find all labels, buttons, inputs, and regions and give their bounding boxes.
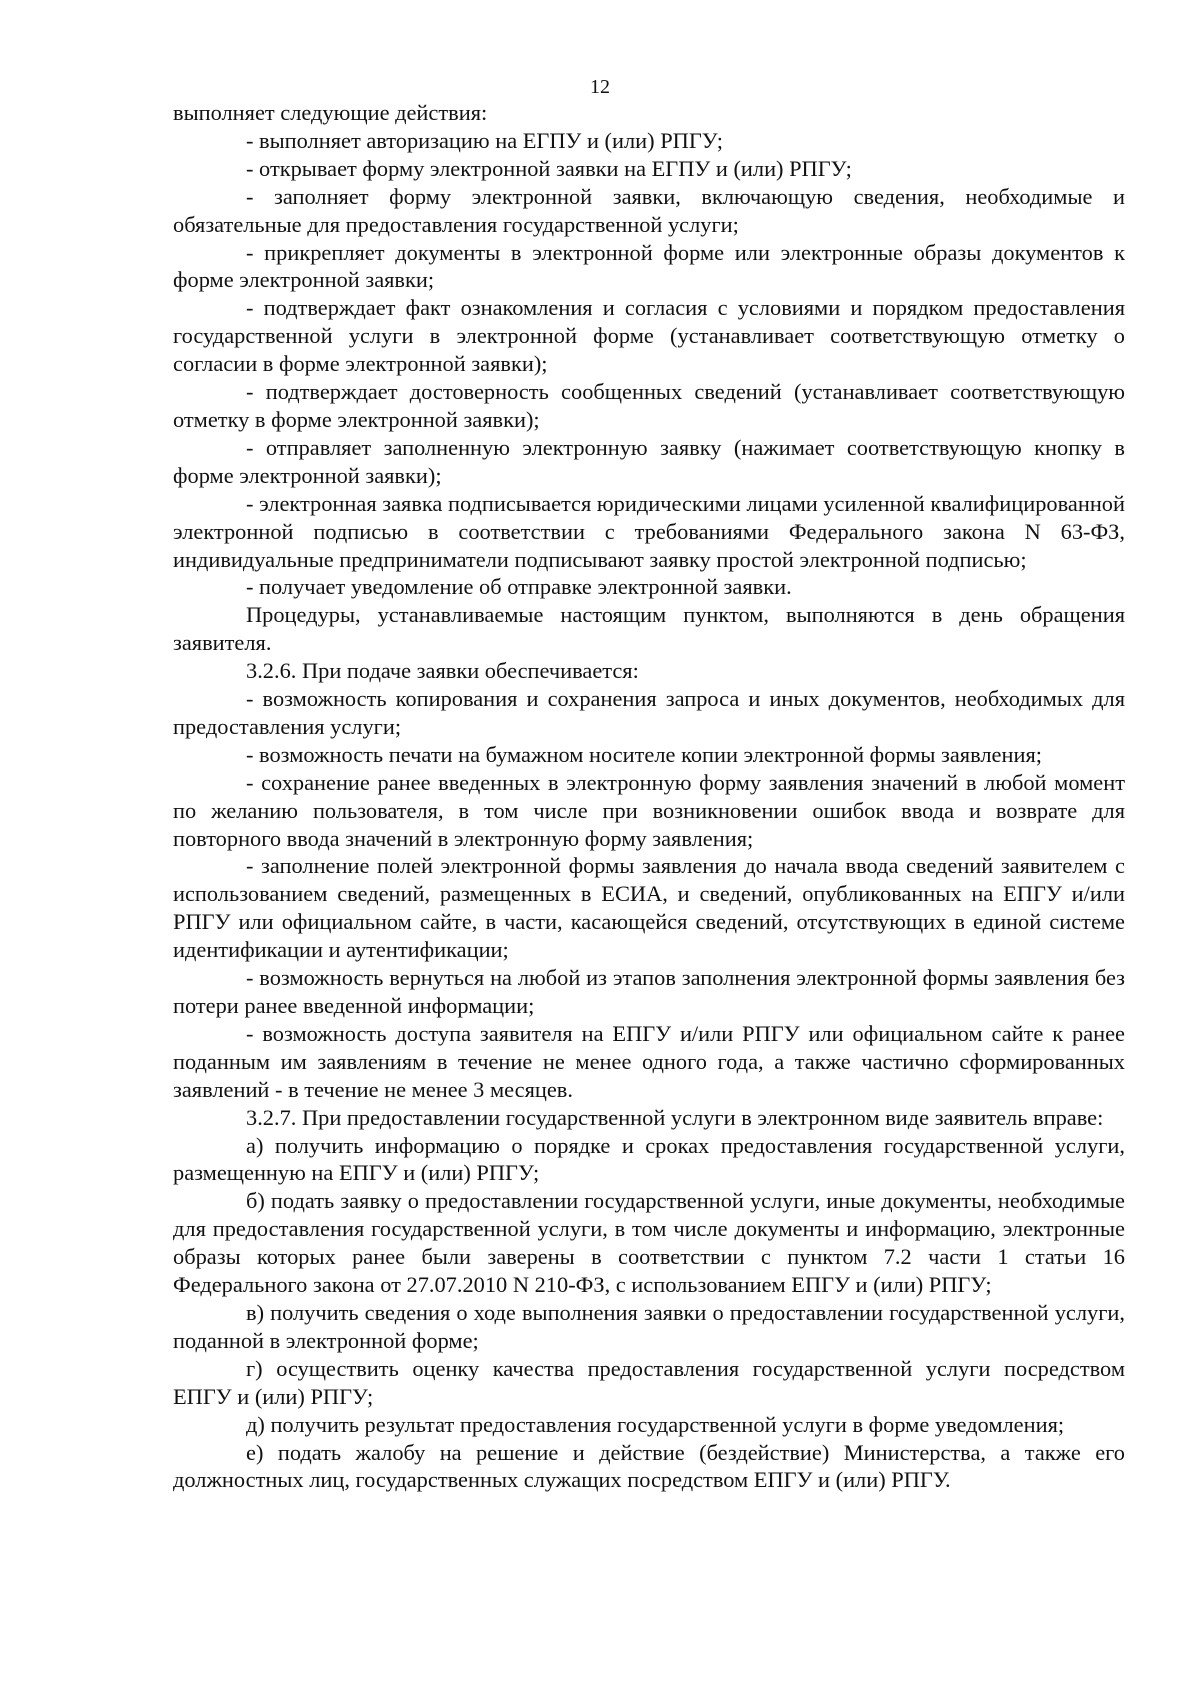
paragraph-5: - прикрепляет документы в электронной форме или электронные образы документов к форме электронной заявки; [173,239,1125,293]
paragraph-9: - электронная заявка подписывается юридическими лицами усиленной квалифицированной электронной подписью в соответствии с требованиями Федерального закона N 63-ФЗ, индивидуальные предприниматели подписывают заявку простой электронной подписью; [173,490,1125,572]
paragraph-1: выполняет следующие действия: [173,100,488,125]
paragraph-12: 3.2.6. При подаче заявки обеспечивается: [246,658,639,684]
paragraph-4: - заполняет форму электронной заявки, включающую сведения, необходимые и обязательные для предоставления государственной услуги; [173,183,1125,237]
paragraph-16: - заполнение полей электронной формы заявления до начала ввода сведений заявителем с использованием сведений, размещенных в ЕСИА, и сведений, опубликованных на ЕПГУ и/или РПГУ или официальном сайте, в части, касающейся сведений, отсутствующих в единой системе идентификации и аутентификации; [173,853,1125,963]
paragraph-8: - отправляет заполненную электронную заявку (нажимает соответствующую кнопку в форме электронной заявки); [173,434,1125,488]
paragraph-18: - возможность доступа заявителя на ЕПГУ и/или РПГУ или официальном сайте к ранее поданным им заявлениям в течение не менее одного года, а также частично сформированных заявлений - в течение не менее 3 месяцев. [173,1020,1125,1102]
paragraph-14: - возможность печати на бумажном носителе копии электронной формы заявления; [246,741,1042,767]
paragraph-20: а) получить информацию о порядке и сроках предоставления государственной услуги, размещенную на ЕПГУ и (или) РПГУ; [173,1132,1125,1186]
paragraph-15: - сохранение ранее введенных в электронную форму заявления значений в любой момент по желанию пользователя, в том числе при возникновении ошибок ввода и возврате для повторного ввода значений в электронную форму заявления; [173,769,1125,851]
paragraph-3: - открывает форму электронной заявки на ЕГПУ и (или) РПГУ; [246,155,852,181]
paragraph-25: е) подать жалобу на решение и действие (бездействие) Министерства, а также его должностных лиц, государственных служащих посредством ЕПГУ и (или) РПГУ. [173,1439,1125,1493]
page-number: 12 [590,76,610,98]
paragraph-11: Процедуры, устанавливаемые настоящим пунктом, выполняются в день обращения заявителя. [173,602,1125,656]
paragraph-17: - возможность вернуться на любой из этапов заполнения электронной формы заявления без потери ранее введенной информации; [173,965,1125,1018]
paragraph-21: б) подать заявку о предоставлении государственной услуги, иные документы, необходимые для предоставления государственной услуги, в том числе документы и информацию, электронные образы которых ранее были заверены в соответствии с пунктом 7.2 части 1 статьи 16 Федерального закона от 27.07.2010 N 210-ФЗ, с использованием ЕПГУ и (или) РПГУ; [173,1188,1125,1298]
paragraph-19: 3.2.7. При предоставлении государственной услуги в электронном виде заявитель вправе: [246,1104,1104,1130]
paragraph-13: - возможность копирования и сохранения запроса и иных документов, необходимых для предоставления услуги; [173,686,1125,739]
paragraph-2: - выполняет авторизацию на ЕГПУ и (или) РПГУ; [246,127,723,153]
paragraph-24: д) получить результат предоставления государственной услуги в форме уведомления; [246,1411,1065,1437]
paragraph-10: - получает уведомление об отправке электронной заявки. [246,574,792,600]
document-body [173,99,1125,1494]
paragraph-6: - подтверждает факт ознакомления и согласия с условиями и порядком предоставления государственной услуги в электронной форме (устанавливает соответствующую отметку о согласии в форме электронной заявки); [173,295,1125,377]
paragraph-22: в) получить сведения о ходе выполнения заявки о предоставлении государственной услуги, поданной в электронной форме; [173,1299,1125,1353]
paragraph-23: г) осуществить оценку качества предоставления государственной услуги посредством ЕПГУ и (или) РПГУ; [173,1355,1125,1409]
paragraph-7: - подтверждает достоверность сообщенных сведений (устанавливает соответствующую отметку в форме электронной заявки); [173,379,1125,432]
